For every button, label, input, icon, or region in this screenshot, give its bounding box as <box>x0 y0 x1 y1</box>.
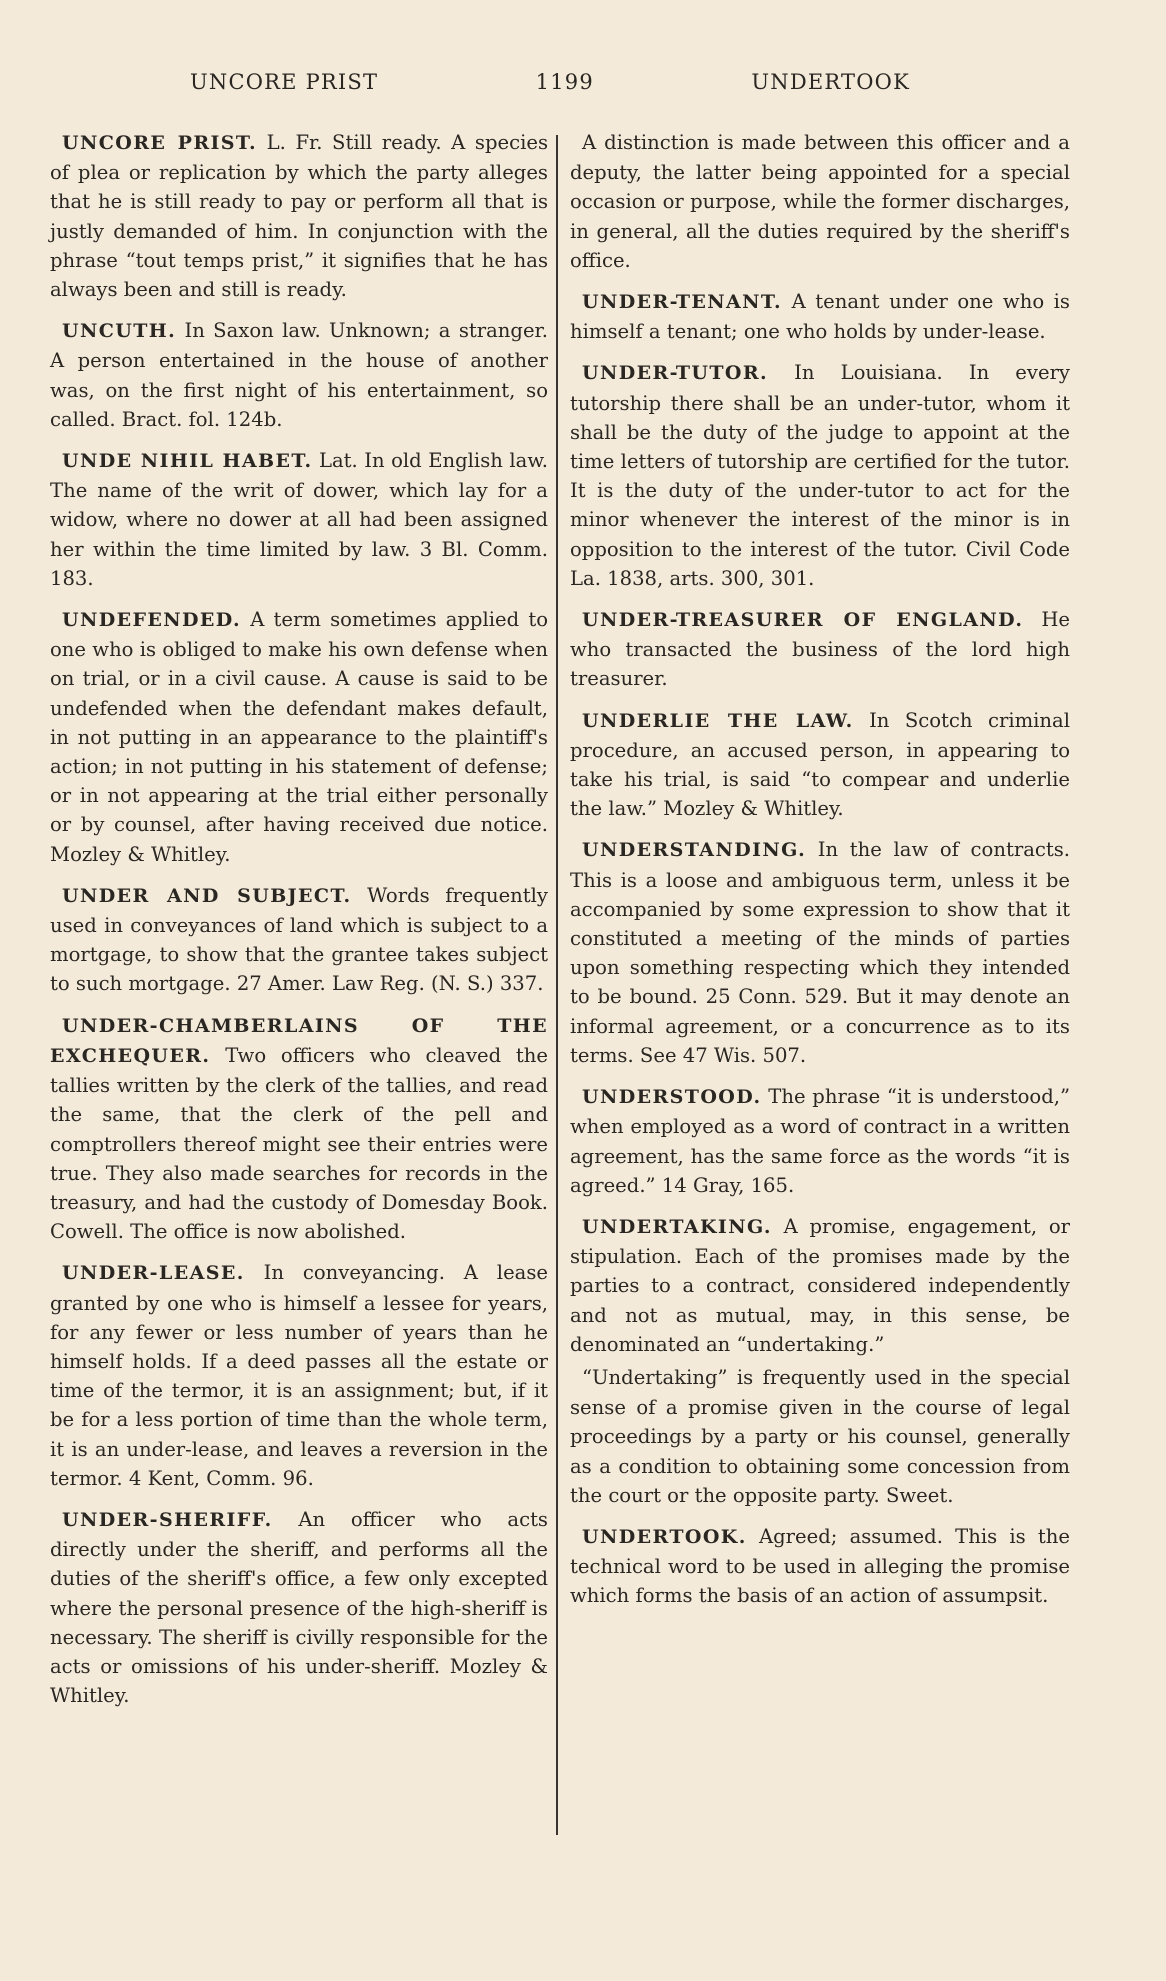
entry <box>50 128 548 304</box>
headword: UNDER-SHERIFF. <box>62 1508 273 1531</box>
entry <box>570 1082 1070 1200</box>
entry <box>50 605 548 869</box>
entry-text: In Saxon law. Unknown; a stranger. A person entertained in the house of another was, on the first night of his entertainment, so called. Bract. fol. 124b. <box>50 319 548 431</box>
entry-text: Words frequently used in conveyances of land which is subject to a mortgage, to show that the grantee takes subject to such mortgage. 27 Amer. Law Reg. (N. S.) 337. <box>50 883 548 996</box>
entry-continuation <box>570 1363 1070 1510</box>
header-left-guideword: UNCORE PRIST <box>190 70 379 94</box>
headword: UNDER-TENANT. <box>582 291 783 314</box>
entry <box>50 1505 548 1710</box>
headword: UNDER AND SUBJECT. <box>62 884 352 907</box>
entry-text: L. Fr. Still ready. A species of plea or replication by which the party alleges that he is still ready to pay or perform all that is justly demanded of him. In conjunction with the phrase “tout temps prist,” it signifies that he has always been and still is ready. <box>50 131 548 302</box>
headword: UNDER-TREASURER OF ENGLAND. <box>582 609 1024 632</box>
right-column <box>570 128 1070 1623</box>
headword: UNDERSTANDING. <box>582 839 807 862</box>
headword: UNDE NIHIL HABET. <box>62 450 313 473</box>
header-right-guideword: UNDERTOOK <box>751 70 910 94</box>
entry-text: In conveyancing. A lease granted by one who is himself a lessee for years, for any fewer or less number of years than he himself holds. If a deed passes all the estate or time of the termor, it is an assignment; but, if it be for a less portion of time than the whole term, it is an under-lease, and leaves a reversion in the termor. 4 Kent, Comm. 96. <box>50 1261 548 1490</box>
entry <box>50 446 548 593</box>
entry <box>50 1258 548 1493</box>
entry-text: The phrase “it is understood,” when employed as a word of contract in a written agreement, has the same force as the words “it is agreed.” 14 Gray, 165. <box>570 1085 1071 1197</box>
entry <box>570 287 1070 346</box>
entry-text: In Louisiana. In every tutorship there shall be an under-tutor, whom it shall be the duty of the judge to appoint at the time letters of tutorship are certified for the tutor. It is the duty of the under-tutor to act for the minor whenever the interest of the minor is in opposition to the interest of the tutor. Civil Code La. 1838, arts. 300, 301. <box>570 361 1071 590</box>
entry <box>50 316 548 434</box>
page-number: 1199 <box>535 70 594 94</box>
entry <box>50 1011 548 1247</box>
headword: UNDER-CHAMBERLAINS OF THE EXCHEQUER. <box>50 1014 548 1067</box>
entry-text: A distinction is made between this officer and a deputy, the latter being appointed for a special occasion or purpose, while the former discharges, in general, all the duties required by the sheriff's office. <box>570 131 1070 272</box>
entry <box>570 706 1070 824</box>
headword: UNCORE PRIST. <box>62 132 258 154</box>
entry <box>50 881 548 999</box>
headword: UNDERLIE THE LAW. <box>582 709 854 732</box>
page-header <box>190 70 910 94</box>
entry-text: “Undertaking” is frequently used in the special sense of a promise given in the course of legal proceedings by a party or his counsel, generally as a condition to obtaining some concession from the court or the opposite party. Sweet. <box>570 1365 1070 1507</box>
entry <box>570 1522 1070 1611</box>
entry-text: Lat. In old English law. The name of the writ of dower, which lay for a widow, where no dower at all had been assigned her within the time limited by law. 3 Bl. Comm. 183. <box>50 449 548 590</box>
entry-text: Agreed; assumed. This is the technical word to be used in alleging the promise which forms the basis of an action of assumpsit. <box>570 1524 1070 1608</box>
entry-text: A promise, engagement, or stipulation. Each of the promises made by the parties to a contract, considered independently and not as mutual, may, in this sense, be denominated an “undertaking.” <box>570 1214 1070 1356</box>
headword: UNDER-TUTOR. <box>582 362 769 385</box>
headword: UNDERTAKING. <box>582 1215 772 1238</box>
entry <box>570 835 1070 1070</box>
entry-text: In Scotch criminal procedure, an accused person, in appearing to take his trial, is said “to compear and underlie the law.” Mozley & Whitley. <box>570 708 1070 821</box>
entry-text: A term sometimes applied to one who is obliged to make his own defense when on trial, or in a civil cause. A cause is said to be undefended when the defendant makes default, in not putting in an appearance to the plaintiff's action; in not putting in his statement of defense; or in not appearing at the trial either personally or by counsel, after having received due notice. Mozley & Whitley. <box>50 608 548 866</box>
headword: UNDERTOOK. <box>582 1525 747 1548</box>
left-column <box>50 128 548 1722</box>
headword: UNDER-LEASE. <box>62 1262 245 1285</box>
entry <box>570 358 1070 593</box>
entry <box>570 1212 1070 1359</box>
entry <box>570 605 1070 694</box>
entry-text: In the law of contracts. This is a loose and ambiguous term, unless it be accompanied by some expression to show that it constituted a meeting of the minds of parties upon something respecting which they intended to be bound. 25 Conn. 529. But it may denote an informal agreement, or a concurrence as to its terms. See 47 Wis. 507. <box>570 838 1071 1067</box>
headword: UNDERSTOOD. <box>582 1086 762 1109</box>
headword: UNDEFENDED. <box>62 609 242 632</box>
entry-text: An officer who acts directly under the sheriff, and performs all the duties of the sheriff's office, a few only excepted where the personal presence of the high-sheriff is necessary. The sheriff is civilly responsible for the acts or omissions of his under-sheriff. Mozley & Whitley. <box>50 1507 548 1708</box>
column-divider <box>556 135 558 1835</box>
entry-text: Two officers who cleaved the tallies written by the clerk of the tallies, and read the same, that the clerk of the pell and comptrollers thereof might see their entries were true. They also made searches for records in the treasury, and had the custody of Domesday Book. Cowell. The office is now abolished. <box>50 1043 549 1244</box>
headword: UNCUTH. <box>62 320 177 343</box>
entry-text: A tenant under one who is himself a tenant; one who holds by under-lease. <box>570 290 1070 344</box>
entry <box>570 128 1070 275</box>
entry-text: He who transacted the business of the lord high treasurer. <box>570 608 1070 691</box>
